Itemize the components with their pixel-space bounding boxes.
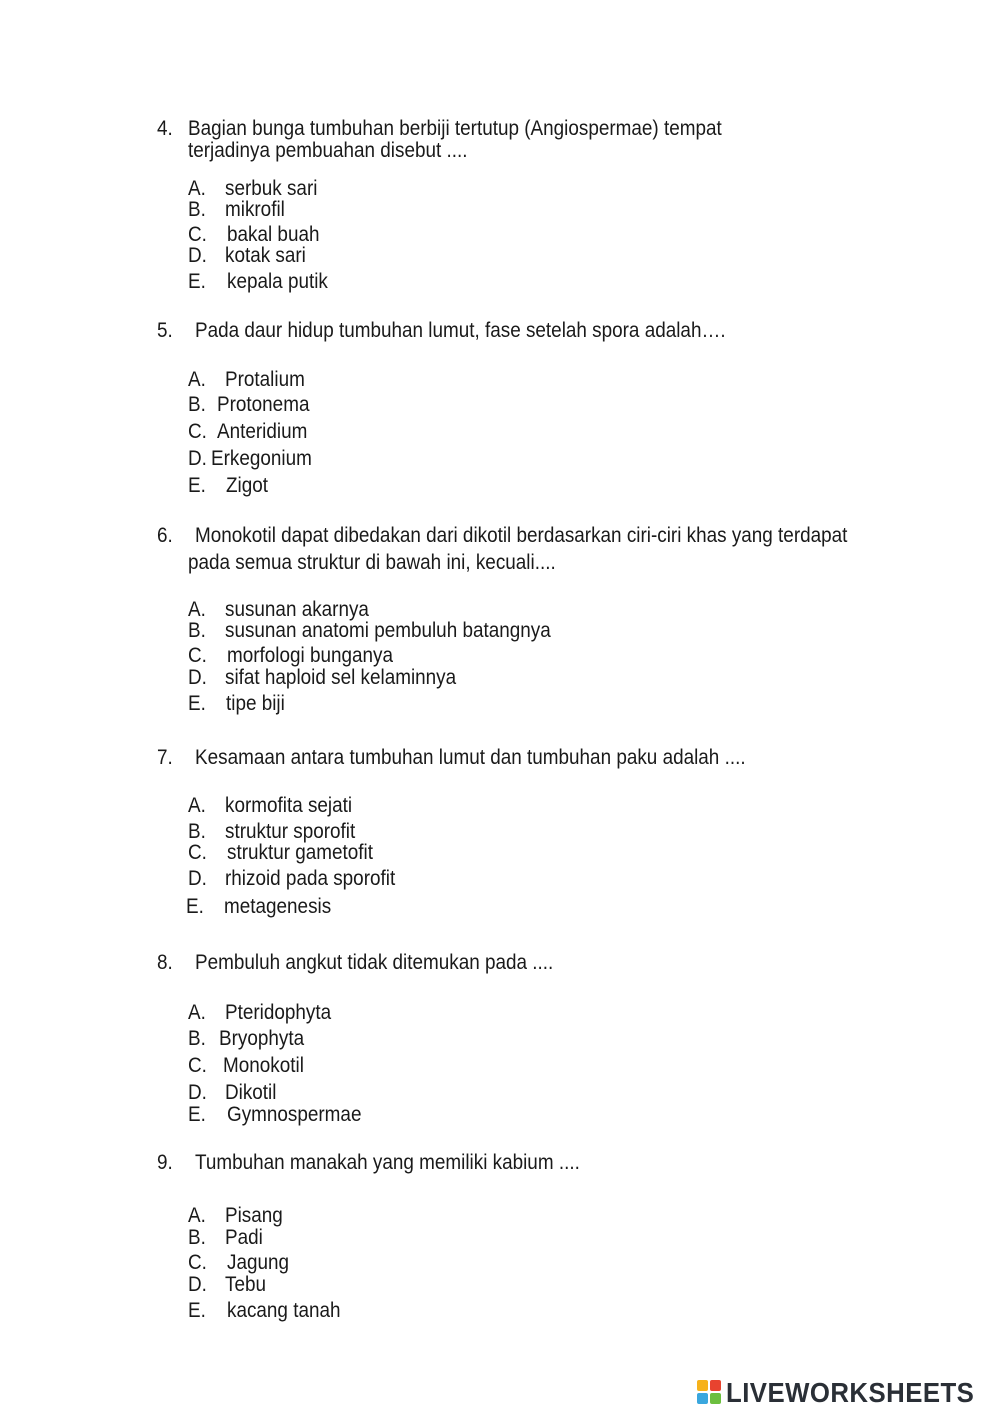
- option-letter: E.: [186, 895, 204, 918]
- option-text: morfologi bunganya: [227, 644, 394, 667]
- option-text: kacang tanah: [227, 1299, 341, 1322]
- option-letter: D.: [188, 447, 207, 470]
- option-text: Erkegonium: [211, 447, 312, 470]
- option-letter: B.: [188, 820, 206, 843]
- option-text: rhizoid pada sporofit: [225, 867, 396, 890]
- question-text-line: Pada daur hidup tumbuhan lumut, fase setelah spora adalah….: [195, 319, 726, 342]
- option-text: Pisang: [225, 1204, 283, 1227]
- question-text-line: pada semua struktur di bawah ini, kecuali....: [188, 551, 556, 574]
- option-text: kormofita sejati: [225, 794, 353, 817]
- option-text: tipe biji: [226, 692, 285, 715]
- option-letter: C.: [188, 420, 207, 443]
- option-letter: D.: [188, 867, 207, 890]
- option-text: sifat haploid sel kelaminnya: [225, 666, 457, 689]
- logo-square-icon: [697, 1380, 708, 1391]
- logo-text: LIVEWORKSHEETS: [726, 1377, 975, 1408]
- option-letter: D.: [188, 666, 207, 689]
- option-letter: A.: [188, 1001, 206, 1024]
- question-number: 8.: [157, 951, 173, 974]
- option-text: susunan anatomi pembuluh batangnya: [225, 619, 551, 642]
- option-text: Bryophyta: [219, 1027, 305, 1050]
- question-number: 6.: [157, 524, 173, 547]
- option-letter: D.: [188, 1081, 207, 1104]
- logo-mark-icon: [697, 1380, 723, 1406]
- option-letter: E.: [188, 474, 206, 497]
- option-letter: A.: [188, 1204, 206, 1227]
- question-text-line: Monokotil dapat dibedakan dari dikotil berdasarkan ciri-ciri khas yang terdapat: [195, 524, 848, 547]
- option-letter: E.: [188, 1103, 206, 1126]
- option-text: serbuk sari: [225, 177, 318, 200]
- question-number: 7.: [157, 746, 173, 769]
- option-letter: E.: [188, 270, 206, 293]
- logo-square-icon: [710, 1393, 721, 1404]
- option-text: metagenesis: [224, 895, 332, 918]
- logo-square-icon: [710, 1380, 721, 1391]
- option-text: Protonema: [217, 393, 310, 416]
- option-text: Gymnospermae: [227, 1103, 362, 1126]
- option-text: Anteridium: [217, 420, 308, 443]
- question-number: 4.: [157, 117, 173, 140]
- question-number: 5.: [157, 319, 173, 342]
- option-letter: A.: [188, 794, 206, 817]
- option-text: Tebu: [225, 1273, 266, 1296]
- option-text: Monokotil: [223, 1054, 304, 1077]
- liveworksheets-logo[interactable]: [697, 1378, 996, 1408]
- option-letter: C.: [188, 1251, 207, 1274]
- option-letter: B.: [188, 393, 206, 416]
- option-text: struktur sporofit: [225, 820, 356, 843]
- option-text: Padi: [225, 1226, 263, 1249]
- option-letter: E.: [188, 1299, 206, 1322]
- option-letter: B.: [188, 1027, 206, 1050]
- option-letter: D.: [188, 1273, 207, 1296]
- option-text: Protalium: [225, 368, 305, 391]
- question-text-line: Kesamaan antara tumbuhan lumut dan tumbuhan paku adalah ....: [195, 746, 746, 769]
- option-text: mikrofil: [225, 198, 285, 221]
- option-text: Jagung: [227, 1251, 290, 1274]
- option-text: Pteridophyta: [225, 1001, 332, 1024]
- question-text-line: Tumbuhan manakah yang memiliki kabium ....: [195, 1151, 580, 1174]
- option-text: kotak sari: [225, 244, 306, 267]
- option-letter: C.: [188, 1054, 207, 1077]
- option-letter: C.: [188, 841, 207, 864]
- question-number: 9.: [157, 1151, 173, 1174]
- option-letter: A.: [188, 177, 206, 200]
- question-text-line: Bagian bunga tumbuhan berbiji tertutup (Angiospermae) tempat: [188, 117, 722, 140]
- option-letter: A.: [188, 598, 206, 621]
- option-text: susunan akarnya: [225, 598, 369, 621]
- option-letter: B.: [188, 198, 206, 221]
- option-letter: C.: [188, 644, 207, 667]
- option-text: Zigot: [226, 474, 269, 497]
- question-text-line: Pembuluh angkut tidak ditemukan pada ....: [195, 951, 554, 974]
- option-letter: B.: [188, 1226, 206, 1249]
- option-letter: E.: [188, 692, 206, 715]
- option-letter: C.: [188, 223, 207, 246]
- option-text: kepala putik: [227, 270, 328, 293]
- option-text: bakal buah: [227, 223, 320, 246]
- option-letter: B.: [188, 619, 206, 642]
- option-letter: A.: [188, 368, 206, 391]
- option-letter: D.: [188, 244, 207, 267]
- question-text-line: terjadinya pembuahan disebut ....: [188, 139, 468, 162]
- option-text: struktur gametofit: [227, 841, 374, 864]
- option-text: Dikotil: [225, 1081, 277, 1104]
- logo-square-icon: [697, 1393, 708, 1404]
